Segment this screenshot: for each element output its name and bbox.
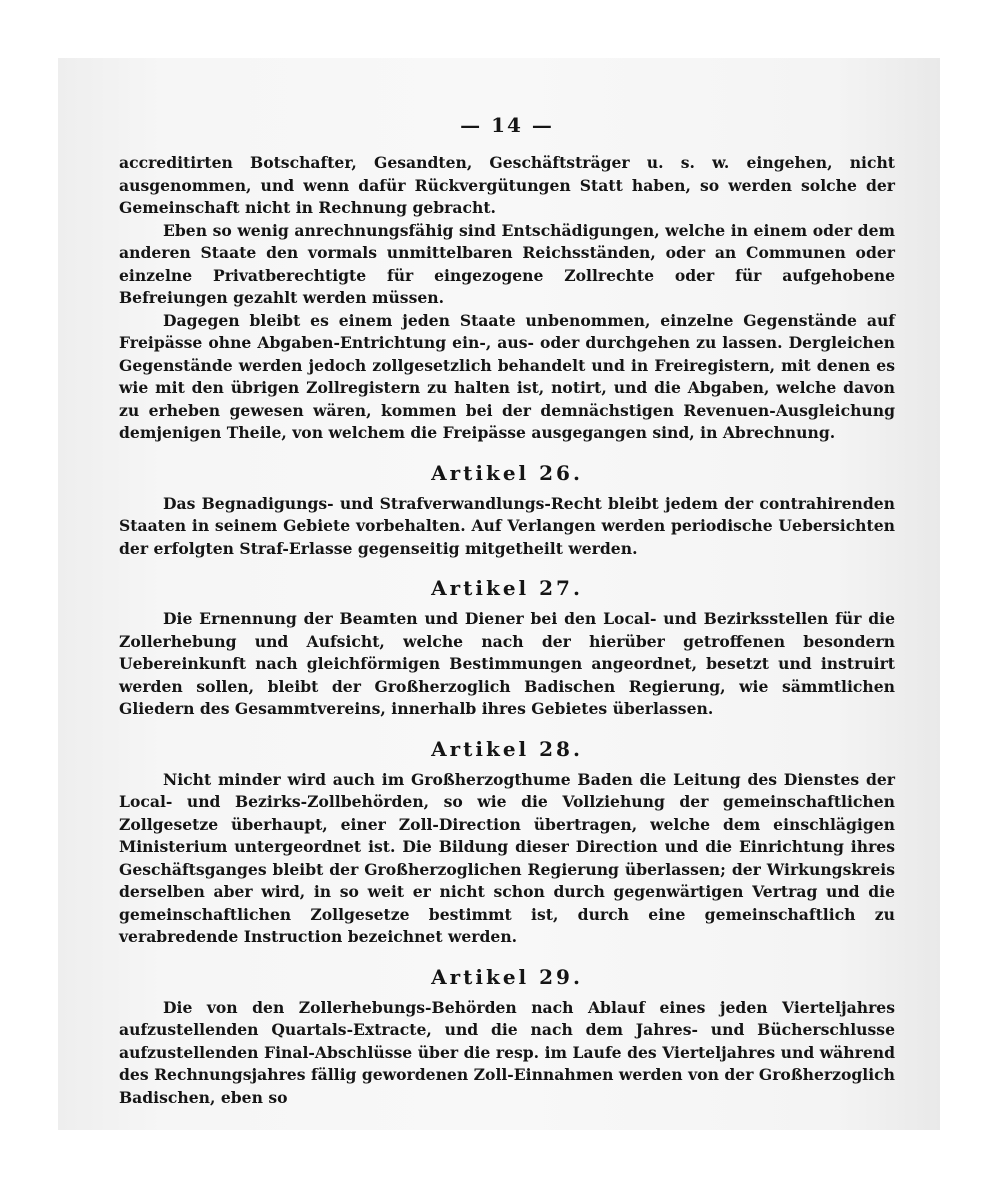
paragraph: accreditirten Botschafter, Gesandten, Geschäftsträger u. s. w. eingehen, nicht ausgenommen, und wenn dafür Rückvergütungen Statt haben, so werden solche der Gemeinschaft nicht in Rechnung gebracht.: [119, 153, 895, 217]
body-text: [119, 152, 895, 1109]
paragraph: Dagegen bleibt es einem jeden Staate unbenommen, einzelne Gegenstände auf Freipässe ohne Abgaben-Entrichtung ein-, aus- oder durchgehen zu lassen. Dergleichen Gegenstände werden jedoch zollgesetzlich behandelt und in Freiregistern, mit denen es wie mit den übrigen Zollregistern zu halten ist, notirt, und die Abgaben, welche davon zu erheben gewesen wären, kommen bei der demnächstigen Revenuen-Ausgleichung demjenigen Theile, von welchem die Freipässe ausgegangen sind, in Abrechnung.: [119, 310, 895, 442]
paragraph: Eben so wenig anrechnungsfähig sind Entschädigungen, welche in einem oder dem anderen Staate den vormals unmittelbaren Reichsständen, oder an Communen oder einzelne Privatberechtigte für eingezogene Zollrechte oder für aufgehobene Befreiungen gezahlt werden müssen.: [119, 220, 895, 307]
article-heading: Artikel 26.: [431, 460, 583, 485]
paragraph: Nicht minder wird auch im Großherzogthume Baden die Leitung des Dienstes der Local- und Bezirks-Zollbehörden, so wie die Vollziehung der gemeinschaftlichen Zollgesetze überhaupt, einer Zoll-Direction übertragen, welche dem einschlägigen Ministerium untergeordnet ist. Die Bildung dieser Direction und die Einrichtung ihres Geschäftsganges bleibt der Großherzoglichen Regierung überlassen; der Wirkungskreis derselben aber wird, in so weit er nicht schon durch gegenwärtigen Vertrag und die gemeinschaftlichen Zollgesetze bestimmt ist, durch eine gemeinschaftlich zu verabredende Instruction bezeichnet werden.: [119, 769, 895, 946]
paragraph: Die Ernennung der Beamten und Diener bei den Local- und Bezirksstellen für die Zollerhebung und Aufsicht, welche nach der hierüber getroffenen besondern Uebereinkunft nach gleichförmigen Bestimmungen angeordnet, besetzt und instruirt werden sollen, bleibt der Großherzoglich Badischen Regierung, wie sämmtlichen Gliedern des Gesammtvereins, innerhalb ihres Gebietes überlassen.: [119, 609, 895, 718]
paragraph: Das Begnadigungs- und Strafverwandlungs-Recht bleibt jedem der contrahirenden Staaten in seinem Gebiete vorbehalten. Auf Verlangen werden periodische Uebersichten der erfolgten Straf-Erlasse gegenseitig mitgetheilt werden.: [119, 493, 895, 558]
article-heading: Artikel 28.: [431, 736, 583, 761]
article-heading: Artikel 27.: [431, 576, 583, 600]
page-number: — 14 —: [460, 113, 554, 137]
text-column: [119, 108, 895, 1109]
article-heading: Artikel 29.: [431, 964, 583, 989]
paragraph: Die von den Zollerhebungs-Behörden nach Ablauf eines jeden Vierteljahres aufzustellenden Quartals-Extracte, und die nach dem Jahres- und Bücherschlusse aufzustellenden Final-Abschlüsse über die resp. im Laufe des Vierteljahres und während des Rechnungsjahres fällig gewordenen Zoll-Einnahmen werden von der Großherzoglich Badischen, eben so: [119, 997, 895, 1107]
